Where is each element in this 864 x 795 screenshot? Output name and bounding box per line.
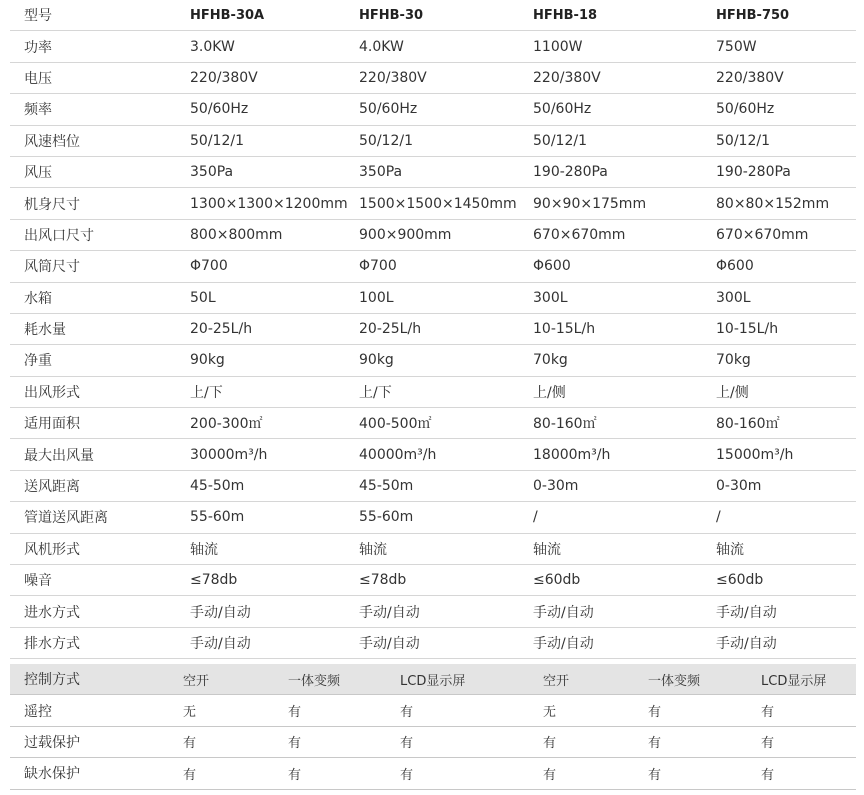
row-label: 控制方式	[24, 672, 80, 689]
table-row	[10, 188, 856, 219]
table-cell: 一体变频	[288, 673, 341, 689]
row-label: 噪音	[24, 573, 52, 590]
table-cell: 上/下	[190, 384, 223, 401]
table-cell: 190-280Pa	[716, 164, 791, 181]
table-cell: /	[716, 509, 721, 526]
table-cell: 800×800mm	[190, 226, 283, 243]
header-label: 型号	[24, 8, 52, 25]
table-cell: 45-50m	[359, 478, 414, 495]
row-label: 水箱	[24, 290, 52, 307]
table-cell: 手动/自动	[190, 604, 251, 621]
table-cell: 有	[761, 736, 775, 752]
table-cell: 有	[183, 736, 197, 752]
table-cell: 1300×1300×1200mm	[190, 195, 348, 212]
table-cell: 10-15L/h	[533, 321, 596, 338]
row-label: 适用面积	[24, 416, 80, 433]
table-cell: 50/60Hz	[190, 101, 249, 118]
table-cell: 空开	[543, 673, 570, 689]
table-cell: 220/380V	[716, 69, 784, 86]
table-cell: 有	[183, 767, 197, 783]
table-row	[10, 439, 856, 470]
table-cell: 空开	[183, 673, 210, 689]
table-row	[10, 565, 856, 596]
table-cell: 3.0KW	[190, 38, 235, 55]
table-cell: 90kg	[359, 352, 394, 369]
row-label: 最大出风量	[24, 447, 94, 464]
table-cell: 50/12/1	[533, 132, 587, 149]
row-label: 风压	[24, 165, 52, 182]
table-cell: 10-15L/h	[716, 321, 779, 338]
table-cell: ≤60db	[533, 572, 581, 589]
model-name: HFHB-18	[533, 7, 598, 23]
table-row	[10, 94, 856, 125]
table-row	[10, 314, 856, 345]
table-cell: 670×670mm	[716, 226, 809, 243]
table-cell: 90kg	[190, 352, 225, 369]
table-cell: 有	[400, 705, 414, 721]
table-cell: 190-280Pa	[533, 164, 608, 181]
table-row	[10, 596, 856, 627]
table-cell: 手动/自动	[359, 604, 420, 621]
table-row	[10, 408, 856, 439]
table-cell: 300L	[533, 289, 568, 306]
table-row	[10, 283, 856, 314]
table-cell: 上/侧	[533, 384, 566, 401]
table-cell: 有	[648, 705, 662, 721]
row-label: 风速档位	[24, 133, 80, 150]
row-label: 送风距离	[24, 479, 80, 496]
table-cell: 50/60Hz	[716, 101, 775, 118]
table-cell: 4.0KW	[359, 38, 404, 55]
table-cell: 有	[400, 736, 414, 752]
table-cell: 70kg	[533, 352, 568, 369]
row-label: 出风形式	[24, 384, 80, 401]
spec-table	[10, 0, 856, 659]
control-row	[10, 664, 856, 695]
table-row	[10, 377, 856, 408]
control-table	[10, 664, 856, 790]
table-cell: 1500×1500×1450mm	[359, 195, 517, 212]
table-cell: 750W	[716, 38, 757, 55]
table-cell: 上/侧	[716, 384, 749, 401]
table-cell: 80-160㎡	[533, 416, 597, 433]
row-label: 排水方式	[24, 636, 80, 652]
table-cell: 0-30m	[533, 478, 579, 495]
table-cell: 轴流	[190, 541, 218, 558]
table-cell: 55-60m	[359, 509, 414, 526]
table-cell: 有	[761, 705, 775, 721]
model-name: HFHB-30	[359, 7, 424, 23]
control-row	[10, 695, 856, 726]
row-label: 风筒尺寸	[24, 259, 80, 276]
row-label: 进水方式	[24, 604, 80, 621]
table-cell: 手动/自动	[716, 636, 777, 652]
table-header-row	[10, 0, 856, 31]
table-cell: 50L	[190, 289, 216, 306]
row-label: 遥控	[24, 703, 52, 720]
table-cell: 有	[543, 736, 557, 752]
row-label: 管道送风距离	[24, 510, 108, 527]
table-cell: 有	[648, 736, 662, 752]
table-cell: 有	[288, 736, 302, 752]
table-cell: 220/380V	[533, 69, 601, 86]
table-cell: 50/60Hz	[359, 101, 418, 118]
table-cell: 轴流	[533, 541, 561, 558]
table-row	[10, 628, 856, 659]
table-cell: 上/下	[359, 384, 392, 401]
table-cell: Φ600	[533, 258, 571, 275]
table-cell: 70kg	[716, 352, 751, 369]
model-name: HFHB-30A	[190, 7, 265, 23]
control-row	[10, 727, 856, 758]
table-cell: 手动/自动	[533, 636, 594, 652]
table-cell: 无	[543, 705, 557, 721]
table-row	[10, 31, 856, 62]
table-cell: 50/12/1	[359, 132, 413, 149]
table-row	[10, 251, 856, 282]
table-cell: 50/12/1	[190, 132, 244, 149]
model-name: HFHB-750	[716, 7, 790, 23]
table-cell: 50/60Hz	[533, 101, 592, 118]
table-cell: 1100W	[533, 38, 583, 55]
row-label: 耗水量	[24, 322, 66, 339]
table-cell: 有	[288, 767, 302, 783]
table-cell: LCD显示屏	[761, 673, 827, 689]
table-cell: 670×670mm	[533, 226, 626, 243]
table-cell: 55-60m	[190, 509, 245, 526]
table-cell: 200-300㎡	[190, 416, 263, 433]
table-cell: 30000m³/h	[190, 446, 268, 463]
table-cell: 220/380V	[190, 69, 258, 86]
row-label: 风机形式	[24, 541, 80, 558]
control-row	[10, 758, 856, 789]
table-cell: 手动/自动	[533, 604, 594, 621]
table-cell: 20-25L/h	[190, 321, 253, 338]
table-row	[10, 471, 856, 502]
table-cell: 80-160㎡	[716, 416, 780, 433]
table-cell: 一体变频	[648, 673, 701, 689]
table-cell: 0-30m	[716, 478, 762, 495]
row-label: 过载保护	[24, 734, 80, 751]
table-row	[10, 345, 856, 376]
table-cell: 90×90×175mm	[533, 195, 647, 212]
table-row	[10, 502, 856, 533]
table-cell: Φ700	[190, 258, 228, 275]
table-cell: 有	[761, 767, 775, 783]
row-label: 缺水保护	[24, 766, 80, 783]
table-cell: /	[533, 509, 538, 526]
table-row	[10, 63, 856, 94]
table-row	[10, 220, 856, 251]
table-cell: 轴流	[716, 541, 744, 558]
table-cell: 400-500㎡	[359, 416, 432, 433]
table-cell: LCD显示屏	[400, 673, 466, 689]
table-cell: 手动/自动	[716, 604, 777, 621]
table-cell: 18000m³/h	[533, 446, 611, 463]
table-cell: 15000m³/h	[716, 446, 794, 463]
table-cell: 无	[183, 705, 197, 721]
table-cell: Φ600	[716, 258, 754, 275]
table-cell: 轴流	[359, 541, 387, 558]
row-label: 净重	[24, 353, 52, 370]
table-cell: 220/380V	[359, 69, 427, 86]
table-cell: 有	[288, 705, 302, 721]
table-cell: 350Pa	[359, 164, 403, 181]
table-cell: 300L	[716, 289, 751, 306]
table-cell: 手动/自动	[190, 636, 251, 652]
table-row	[10, 534, 856, 565]
table-cell: 20-25L/h	[359, 321, 422, 338]
table-cell: 50/12/1	[716, 132, 770, 149]
table-cell: 手动/自动	[359, 636, 420, 652]
table-cell: 有	[648, 767, 662, 783]
table-cell: 100L	[359, 289, 394, 306]
table-cell: 有	[400, 767, 414, 783]
table-cell: Φ700	[359, 258, 397, 275]
table-cell: 350Pa	[190, 164, 234, 181]
table-cell: 80×80×152mm	[716, 195, 830, 212]
table-cell: 40000m³/h	[359, 446, 437, 463]
table-row	[10, 157, 856, 188]
row-label: 电压	[24, 70, 52, 87]
table-cell: ≤78db	[190, 572, 238, 589]
row-label: 出风口尺寸	[24, 227, 94, 244]
table-cell: 有	[543, 767, 557, 783]
table-cell: 45-50m	[190, 478, 245, 495]
table-cell: 900×900mm	[359, 226, 452, 243]
table-cell: ≤60db	[716, 572, 764, 589]
row-label: 频率	[24, 102, 52, 119]
table-row	[10, 126, 856, 157]
row-label: 机身尺寸	[24, 196, 80, 213]
row-label: 功率	[24, 39, 52, 56]
table-cell: ≤78db	[359, 572, 407, 589]
